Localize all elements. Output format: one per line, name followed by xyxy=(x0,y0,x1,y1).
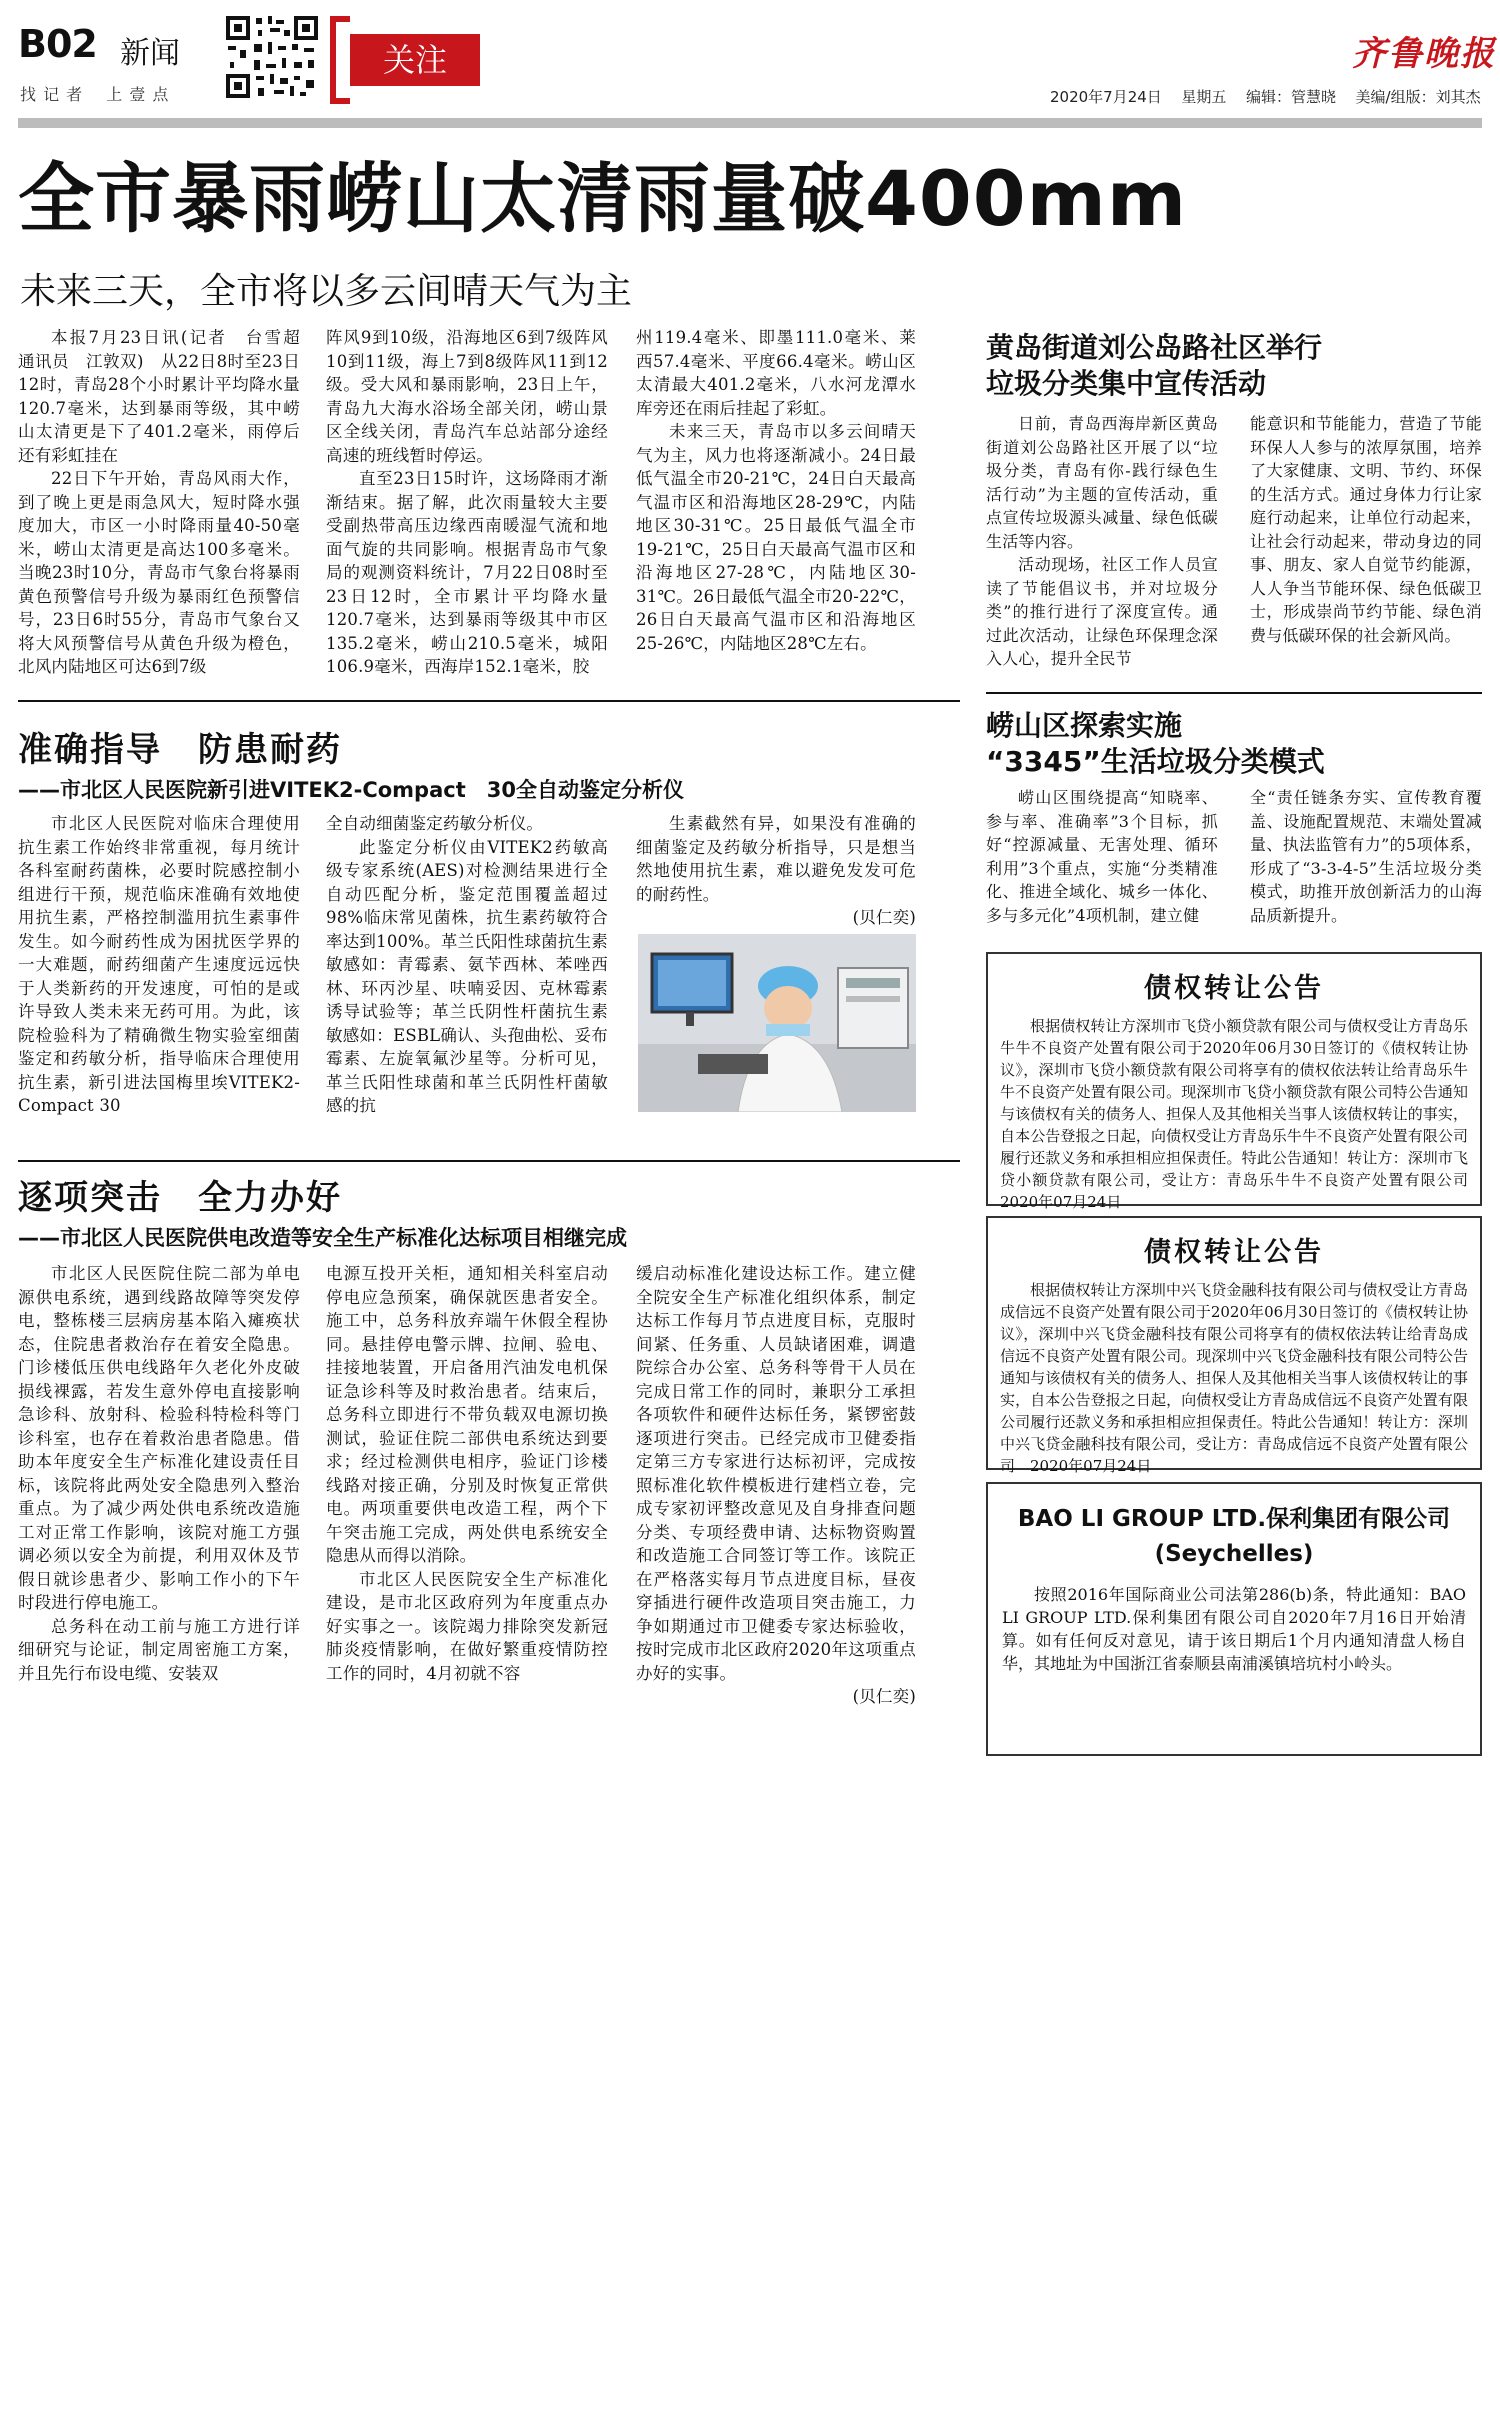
notice-1 xyxy=(986,952,1484,1211)
lead-col-2 xyxy=(326,326,608,679)
divider xyxy=(986,692,1482,694)
right2-title-2: “3345”生活垃圾分类模式 xyxy=(986,745,1325,778)
section2-title-b: 防患耐药 xyxy=(198,730,342,770)
notice-3 xyxy=(986,1482,1482,1756)
lead-paragraph: 22日下午开始，青岛风雨大作，到了晚上更是雨急风大，短时降水强度加大，市区一小时降雨量40-50毫米，崂山太清更是高达100多毫米。当晚23时10分，青岛市气象台将暴雨黄色预警信号升级为暴雨红色预警信号，23日6时55分，青岛市气象台又将大风预警信号从黄色升级为橙色，北风内陆地区可达6到7级 xyxy=(18,469,300,676)
section-name: 新闻 xyxy=(120,36,180,71)
lead-paragraph: 未来三天，青岛市以多云间晴天气为主，风力也将逐渐减小。24日最低气温全市20-21℃，24日白天最高气温市区和沿海地区28-29℃，内陆地区30-31℃。25日最低气温全市19-21℃，25日白天最高气温市区和沿海地区27-28℃，内陆地区30-31℃。26日最低气温全市20-22℃，26日白天最高气温市区和沿海地区25-26℃，内陆地区28℃左右。 xyxy=(636,422,916,653)
section2-col-3 xyxy=(636,812,916,930)
section3-paragraph: 市北区人民医院住院二部为单电源供电系统，遇到线路故障等突发停电，整栋楼三层病房基本陷入瘫痪状态，住院患者救治存在着安全隐患。门诊楼低压供电线路年久老化外皮破损线裸露，若发生意外停电直接影响急诊科、放射科、检验科特检科等门诊科室，也存在着救治患者隐患。借助本年度安全生产标准化建设责任目标，该院将此两处安全隐患列入整治重点。为了减少两处供电系统改造施工对正常工作影响，该院对施工方强调必须以安全为前提，利用双休及节假日就诊患者少、影响工作小的下午时段进行停电施工。 xyxy=(18,1264,300,1612)
issue-info xyxy=(1050,86,1481,107)
section2-byline: (贝仁奕) xyxy=(852,908,916,927)
section2-subtitle: ——市北区人民医院新引进VITEK2-Compact 30全自动鉴定分析仪 xyxy=(18,778,684,802)
lead-paragraph: 本报7月23日讯(记者 台雪超 通讯员 江敦双) 从22日8时至23日12时，青岛28个小时累计平均降水量120.7毫米，达到暴雨等级，其中崂山太清更是下了401.2毫米，雨停后还有彩虹挂在 xyxy=(18,328,317,465)
section3-title xyxy=(18,1170,342,1219)
section3-subtitle: ——市北区人民医院供电改造等安全生产标准化达标项目相继完成 xyxy=(18,1226,627,1250)
right1-title-2: 垃圾分类集中宣传活动 xyxy=(986,367,1267,400)
notice-body xyxy=(1000,1015,1484,1213)
right1-title-1: 黄岛街道刘公岛路社区举行 xyxy=(986,331,1323,364)
section3-col-1 xyxy=(18,1262,300,1685)
right2-col-2 xyxy=(1250,786,1482,927)
qr-code-icon xyxy=(224,14,320,100)
issue-date: 2020年7月24日 xyxy=(1050,88,1162,106)
section2-paragraph: 生素截然有异，如果没有准确的细菌鉴定及药敏分析指导，只是想当然地使用抗生素，难以避免发发可危的耐药性。 xyxy=(636,814,916,904)
notice-body xyxy=(1002,1583,1466,1675)
right2-title-1: 崂山区探索实施 xyxy=(986,709,1183,742)
section2-col-2 xyxy=(326,812,608,1118)
lead-subheadline: 未来三天，全市将以多云间晴天气为主 xyxy=(20,271,633,312)
column-tag-bracket xyxy=(330,16,350,104)
section2-paragraph: 此鉴定分析仪由VITEK2药敏高级专家系统(AES)对检测结果进行全自动匹配分析，鉴定范围覆盖超过98%临床常见菌株，抗生素药敏符合率达到100%。革兰氏阳性球菌抗生素敏感如：青霉素、氨苄西林、苯唑西林、环丙沙星、呋喃妥因、克林霉素诱导试验等；革兰氏阴性杆菌抗生素敏感如：ESBL确认、头孢曲松、妥布霉素、左旋氧氟沙星等。分析可见，革兰氏阳性球菌和革兰氏阴性杆菌敏感的抗 xyxy=(326,837,608,1115)
divider xyxy=(18,1160,960,1162)
lead-paragraph: 阵风9到10级，沿海地区6到7级阵风10到11级，海上7到8级阵风11到12级。受大风和暴雨影响，23日上午，青岛九大海水浴场全部关闭，崂山景区全线关闭，青岛汽车总站部分途经高速的班线暂时停运。 xyxy=(326,328,608,465)
section2-col-1 xyxy=(18,812,300,1118)
section3-paragraph: 总务科在动工前与施工方进行详细研究与论证，制定周密施工方案，并且先行布设电缆、安装双 xyxy=(18,1616,300,1683)
notice3-title-2: (Seychelles) xyxy=(1154,1541,1314,1567)
section3-byline: (贝仁奕) xyxy=(852,1687,916,1706)
section3-paragraph: 缓启动标准化建设达标工作。建立健全院安全生产标准化组织体系，制定达标工作每月节点进度目标，克服时间紧、任务重、人员缺诸困难，调遣院综合办公室、总务科等骨干人员在完成日常工作的同时，兼职分工承担各项软件和硬件达标任务，紧锣密鼓逐项进行突击。已经完成市卫健委指定第三方专家进行达标初评，完成按照标准化软件模板进行建档立卷，完成专家初评整改意见及自身排查问题分类、专项经费申请、达标物资购置和改造施工合同签订等工作。该院正在严格落实每月节点进度目标，昼夜穿插进行硬件改造项目突击施工，力争如期通过市卫健委专家达标验收，按时完成市北区政府2020年这项重点办好的实事。 xyxy=(636,1264,916,1683)
notice-2 xyxy=(986,1216,1482,1475)
lead-col-3 xyxy=(636,326,916,655)
lab-photo-icon xyxy=(638,934,916,1112)
lead-paragraph: 直至23日15时许，这场降雨才渐渐结束。据了解，此次雨量较大主要受副热带高压边缘西南暖湿气流和地面气旋的共同影响。根据青岛市气象局的观测资料统计，7月22日08时至23日12时，全市累计平均降水量120.7毫米，达到暴雨等级其中市区135.2毫米，崂山210.5毫米，城阳106.9毫米，西海岸152.1毫米，胶 xyxy=(326,469,608,676)
section3-col-2 xyxy=(326,1262,608,1685)
right1-col-2 xyxy=(1250,412,1482,647)
notice-title: 债权转让公告 xyxy=(1144,1237,1324,1268)
section3-paragraph: 市北区人民医院安全生产标准化建设，是市北区政府列为年度重点办好实事之一。该院竭力排除突发新冠肺炎疫情影响，在做好繁重疫情防控工作的同时，4月初就不容 xyxy=(326,1569,608,1683)
right1-paragraph: 日前，青岛西海岸新区黄岛街道刘公岛路社区开展了以“垃圾分类，青岛有你-践行绿色生活行动”为主题的宣传活动，重点宣传垃圾源头减量、绿色低碳生活等内容。 xyxy=(986,414,1218,551)
right1-col-1 xyxy=(986,412,1218,671)
masthead-rule xyxy=(18,118,1482,128)
issue-weekday: 星期五 xyxy=(1181,88,1227,106)
notice-body xyxy=(1000,1279,1468,1477)
right2-col-1 xyxy=(986,786,1218,927)
notice-paragraph: 根据债权转让方深圳中兴飞贷金融科技有限公司与债权受让方青岛成信远不良资产处置有限公司于2020年06月30日签订的《债权转让协议》，深圳中兴飞贷金融科技有限公司将享有的债权依法转让给青岛成信远不良资产处置有限公司。现深圳中兴飞贷金融科技有限公司特公告通知与该债权有关的债务人、担保人及其他相关当事人该债权转让的事实，自本公告登报之日起，向债权受让方青岛成信远不良资产处置有限公司履行还款义务和承担相应担保责任。特此公告通知！转让方：深圳中兴飞贷金融科技有限公司，受让方：青岛成信远不良资产处置有限公司 2020年07月24日 xyxy=(1000,1281,1468,1475)
right2-paragraph: 全“责任链条夯实、宣传教育覆盖、设施配置规范、末端处置减量、执法监管有力”的5项体系，形成了“3-3-4-5”生活垃圾分类模式，助推开放创新活力的山海品质新提升。 xyxy=(1250,788,1482,925)
section2-paragraph: 市北区人民医院对临床合理使用抗生素工作始终非常重视，每月统计各科室耐药菌株，必要时院感控制小组进行干预，规范临床准确有效地使用抗生素，严格控制滥用抗生素事件发生。如今耐药性成为困扰医学界的一大难题，耐药细菌产生速度远远快于人类新药的开发速度，可怕的是或许导致人类未来无药可用。为此，该院检验科为了精确微生物实验室细菌鉴定和药敏分析，指导临床合理使用抗生素，新引进法国梅里埃VITEK2-Compact 30 xyxy=(18,814,300,1115)
issue-designer: 美编/组版：刘其杰 xyxy=(1355,88,1481,106)
section3-paragraph: 电源互投开关柜，通知相关科室启动停电应急预案，确保就医患者安全。施工中，总务科放弃端午休假全程协同。悬挂停电警示牌、拉闸、验电、挂接地装置，开启备用汽油发电机保证急诊科等及时救治患者。结束后，总务科立即进行不带负载双电源切换测试，验证住院二部供电系统达到要求；经过检测供电相序，验证门诊楼线路对接正确，分别及时恢复正常供电。两项重要供电改造工程，两个下午突击施工完成，两处供电系统安全隐患从而得以消除。 xyxy=(326,1264,608,1565)
issue-editor: 编辑：管慧晓 xyxy=(1245,88,1336,106)
lead-paragraph: 州119.4毫米、即墨111.0毫米、莱西57.4毫米、平度66.4毫米。崂山区太清最大401.2毫米，八水河龙潭水库旁还在雨后挂起了彩虹。 xyxy=(636,328,916,418)
lead-col-1 xyxy=(18,326,317,679)
section2-title xyxy=(18,722,342,771)
paper-logo: 齐鲁晚报 xyxy=(1352,34,1496,74)
right2-paragraph: 崂山区围绕提高“知晓率、参与率、准确率”3个目标，抓好“控源减量、无害处理、循环利用”3个重点，实施“分类精准化、推进全域化、城乡一体化、多与多元化”4项机制，建立健 xyxy=(986,788,1218,925)
slogan: 找 记 者 上 壹 点 xyxy=(20,85,170,104)
lead-headline: 全市暴雨崂山太清雨量破400mm xyxy=(18,154,1188,243)
notice-paragraph: 按照2016年国际商业公司法第286(b)条，特此通知：BAO LI GROUP LTD.保利集团有限公司自2020年7月16日开始清算。如有任何反对意见，请于该日期后1个月内通知清盘人杨自华，其地址为中国浙江省泰顺县南浦溪镇培坑村小岭头。 xyxy=(1002,1585,1466,1673)
section3-title-a: 逐项突击 xyxy=(18,1178,162,1218)
notice-title: 债权转让公告 xyxy=(1144,973,1324,1004)
page-number: B02 xyxy=(18,22,97,66)
notice3-title-1: BAO LI GROUP LTD.保利集团有限公司 xyxy=(1017,1506,1451,1532)
section2-title-a: 准确指导 xyxy=(18,730,162,770)
column-tag: 关注 xyxy=(350,34,480,86)
notice-paragraph: 根据债权转让方深圳市飞贷小额贷款有限公司与债权受让方青岛乐牛牛不良资产处置有限公司于2020年06月30日签订的《债权转让协议》，深圳市飞贷小额贷款有限公司将享有的债权依法转让给青岛乐牛牛不良资产处置有限公司。现深圳市飞贷小额贷款有限公司特公告通知与该债权有关的债务人、担保人及其他相关当事人该债权转让的事实，自本公告登报之日起，向债权受让方青岛乐牛牛不良资产处置有限公司履行还款义务和承担相应担保责任。特此公告通知！转让方：深圳市飞贷小额贷款有限公司，受让方：青岛乐牛牛不良资产处置有限公司 2020年07月24日 xyxy=(1000,1017,1484,1211)
section3-title-b: 全力办好 xyxy=(198,1178,342,1218)
section2-paragraph: 全自动细菌鉴定药敏分析仪。 xyxy=(326,814,544,833)
section3-col-3 xyxy=(636,1262,916,1709)
right1-paragraph: 能意识和节能能力，营造了节能环保人人参与的浓厚氛围，培养了大家健康、文明、节约、环保的生活方式。通过身体力行让家庭行动起来，让单位行动起来，让社会行动起来，带动身边的同事、朋友、家人自觉节约能源，人人争当节能环保、绿色低碳卫士，形成崇尚节约节能、绿色消费与低碳环保的社会新风尚。 xyxy=(1250,414,1482,645)
right1-paragraph: 活动现场，社区工作人员宣读了节能倡议书，并对垃圾分类”的推行进行了深度宣传。通过此次活动，让绿色环保理念深入人心，提升全民节 xyxy=(986,555,1218,668)
divider xyxy=(18,700,960,702)
